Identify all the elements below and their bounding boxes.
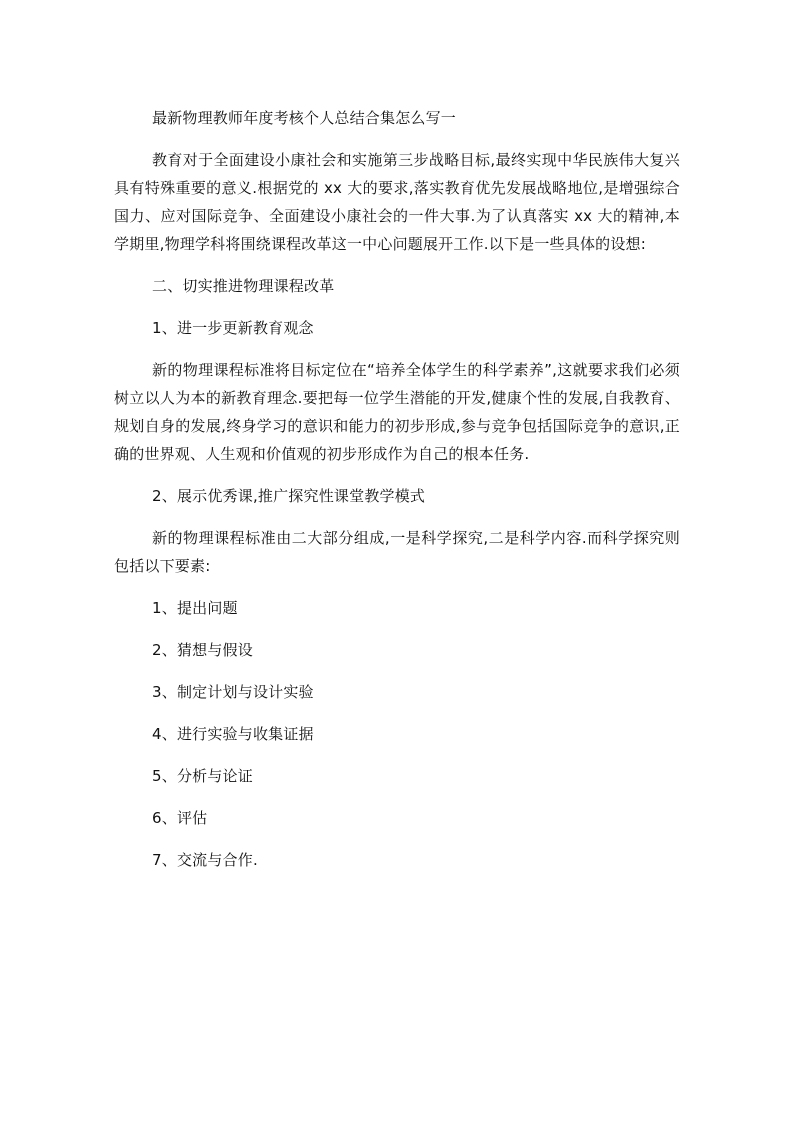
- list-item: 3、制定计划与设计实验: [152, 683, 314, 701]
- list-item: 7、交流与合作.: [152, 851, 258, 869]
- paragraph-course-standard: 新的物理课程标准由二大部分组成,一是科学探究,二是科学内容.而科学探究则包括以下要素:: [114, 529, 680, 575]
- list-item: 5、分析与论证: [152, 767, 253, 785]
- list-item: 4、进行实验与收集证据: [152, 725, 314, 743]
- intro-paragraph: 教育对于全面建设小康社会和实施第三步战略目标,最终实现中华民族伟大复兴具有特殊重要的意义.根据党的 xx 大的要求,落实教育优先发展战略地位,是增强综合国力、应对国际竞争、全面建设小康社会的一件大事.为了认真落实 xx 大的精神,本学期里,物理学科将围绕课程改革这一中心问题展开工作.以下是一些具体的设想:: [114, 151, 680, 253]
- document-title: 最新物理教师年度考核个人总结合集怎么写一: [152, 109, 457, 127]
- subheading-update-education-concepts: 1、进一步更新教育观念: [152, 319, 314, 337]
- list-item: 1、提出问题: [152, 599, 238, 617]
- inquiry-elements-list: [114, 594, 680, 874]
- subheading-excellent-lessons: 2、展示优秀课,推广探究性课堂教学模式: [152, 487, 426, 505]
- paragraph-education-concepts: 新的物理课程标准将目标定位在“培养全体学生的科学素养”,这就要求我们必须树立以人为本的新教育理念.要把每一位学生潜能的开发,健康个性的发展,自我教育、规划自身的发展,终身学习的意识和能力的初步形成,参与竞争包括国际竞争的意识,正确的世界观、人生观和价值观的初步形成作为自己的根本任务.: [114, 361, 680, 463]
- list-item: 2、猜想与假设: [152, 641, 253, 659]
- list-item: 6、评估: [152, 809, 208, 827]
- document-content: [114, 104, 680, 874]
- section-heading-course-reform: 二、切实推进物理课程改革: [152, 277, 335, 295]
